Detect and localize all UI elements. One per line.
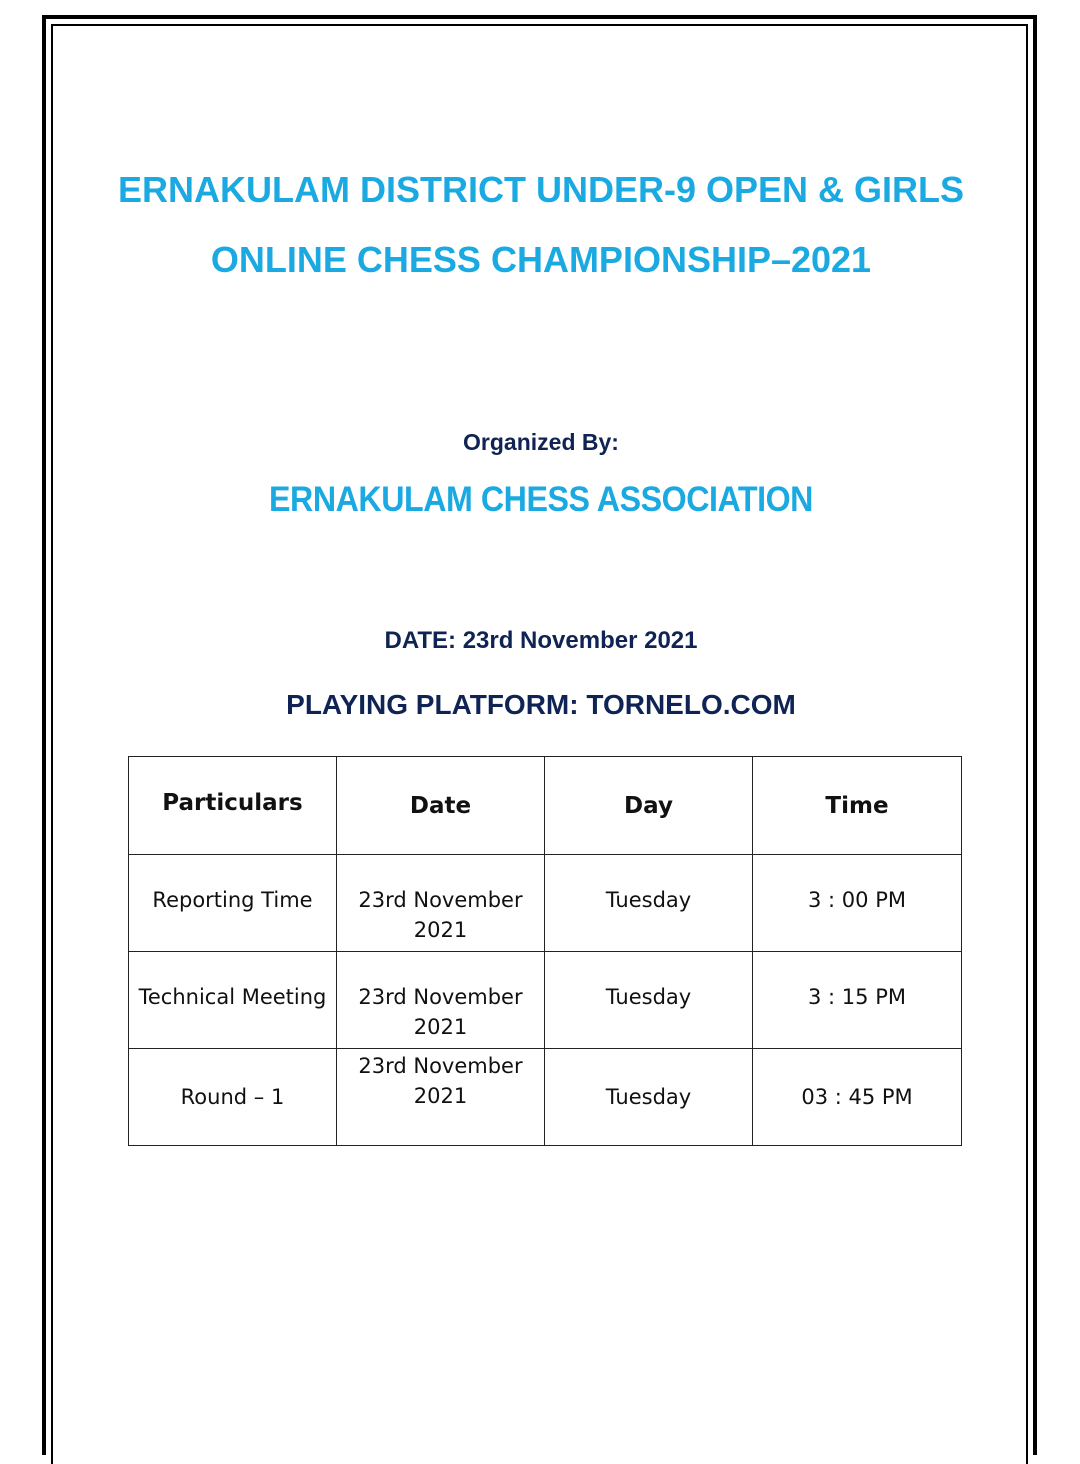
date-cell-line-2: 2021: [413, 1015, 468, 1039]
document-title-line-1: ERNAKULAM DISTRICT UNDER-9 OPEN & GIRLS: [117, 169, 965, 210]
day-cell: Tuesday: [545, 952, 753, 1049]
event-date: DATE: 23rd November 2021: [384, 627, 698, 654]
particular-cell: Technical Meeting: [129, 952, 337, 1049]
particular-cell: Reporting Time: [129, 855, 337, 952]
header-time: Time: [753, 757, 962, 855]
table-row: [129, 1049, 962, 1146]
time-cell: 3 : 00 PM: [753, 855, 962, 952]
date-cell-line-1: 23rd November: [358, 985, 523, 1009]
date-cell-line-2: 2021: [413, 918, 468, 942]
organized-by-label: Organized By:: [463, 429, 619, 455]
time-cell: 03 : 45 PM: [753, 1049, 962, 1146]
day-cell: Tuesday: [545, 1049, 753, 1146]
day-cell: Tuesday: [545, 855, 753, 952]
particular-cell: Round – 1: [129, 1049, 337, 1146]
organizer-name: ERNAKULAM CHESS ASSOCIATION: [269, 480, 813, 519]
date-cell-line-1: 23rd November: [358, 1054, 523, 1078]
table-row: [129, 855, 962, 952]
date-cell: [337, 952, 545, 1049]
time-cell: 3 : 15 PM: [753, 952, 962, 1049]
date-cell: [337, 855, 545, 952]
header-date: Date: [337, 757, 545, 855]
header-particulars: Particulars: [129, 757, 337, 855]
playing-platform: PLAYING PLATFORM: TORNELO.COM: [286, 689, 796, 720]
header-day: Day: [545, 757, 753, 855]
date-cell: [337, 1049, 545, 1146]
schedule-header-row: [129, 757, 962, 855]
document-title-line-2: ONLINE CHESS CHAMPIONSHIP–2021: [210, 239, 872, 280]
date-cell-line-1: 23rd November: [358, 888, 523, 912]
table-row: [129, 952, 962, 1049]
schedule-table: [128, 756, 962, 1146]
date-cell-line-2: 2021: [413, 1084, 468, 1108]
